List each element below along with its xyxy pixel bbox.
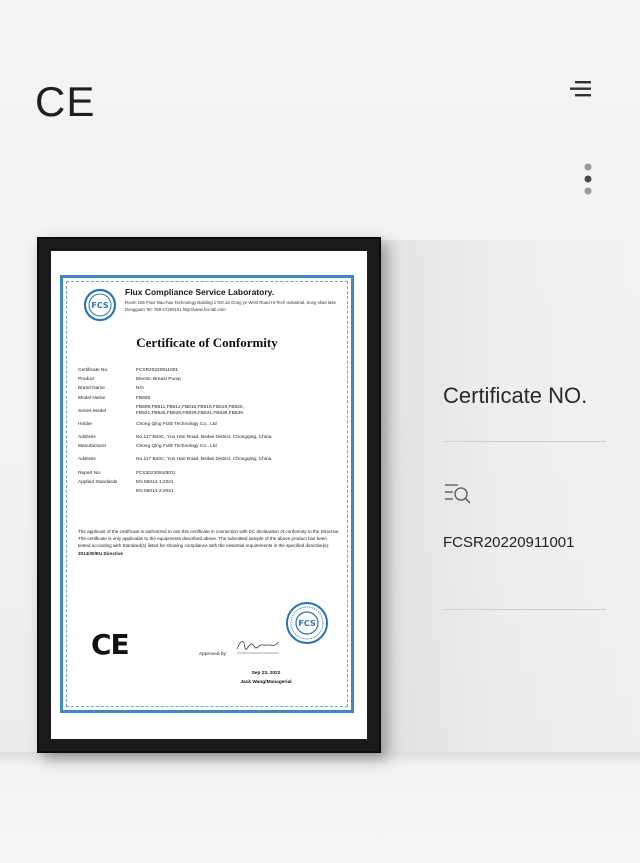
certificate-statement: The applicant of the certificate is authorized to use this certificate in connection with EC declaration of conformity to the Directive. The certificate is only applicable to the equipments described above. The submitted sample of the above product has been tested according with Standard(s) listed for showing compliance with the essential requirements in the specified directive(s): 2014/30/EU Directive [78, 529, 340, 556]
background-shadow [380, 240, 640, 752]
signature-date: Sep 23. 2022 [251, 671, 281, 676]
fcs-logo-icon [83, 288, 117, 322]
field-row: Holder Chong Qing Fullz Technology Co., Ltd [78, 421, 217, 427]
certificate-number: FCSR20220911001 [443, 534, 575, 551]
field-row: Certificate No. FCSR20220911001 [78, 368, 179, 373]
svg-text:FCS: FCS [298, 619, 316, 628]
field-row: Address No.117 B43C, Yun Han Road, Beibei District, Chongqing, China. [78, 434, 273, 440]
svg-text:FCS: FCS [91, 301, 109, 310]
field-row: Series Model FB609,FB611,FB612,FB615,FB618,FB619,FB620, FB621,FB625,FB628,FB629,FB631,FB635,FB639 [78, 404, 244, 417]
certificate-title: Certificate of Conformity [136, 335, 278, 350]
certificate-frame [37, 237, 381, 753]
field-row: Applied Standards EN 55014-1:2021 [78, 479, 174, 485]
certificate-border [60, 275, 354, 713]
page-title: CE [35, 78, 96, 125]
field-row: Report No. FCS20220910E01 [78, 470, 176, 476]
signature [235, 635, 281, 655]
field-row: Address No.117 B43C, Yun Han Road, Beibei District, Chongqing, China. [78, 457, 273, 463]
ce-mark: CE [91, 628, 129, 661]
approved-by-label: Approved by: [199, 652, 228, 657]
approval-seal-icon [285, 601, 329, 645]
background-floor [0, 752, 640, 863]
certificate-paper [51, 251, 367, 739]
directive-text: 2014/30/EU Directive [78, 550, 123, 556]
field-row: Product Electric Breast Pump [78, 377, 181, 383]
signer-name: Jack Wang/Managerial [240, 680, 292, 685]
certificate-fields [78, 366, 346, 496]
field-row: EN 55014-2:2021 [136, 488, 174, 494]
certificate-number-heading: Certificate NO. [443, 383, 588, 408]
field-row: Manufacturer Chong Qing Fullz Technology Co., Ltd [78, 444, 217, 450]
menu-icon[interactable] [568, 80, 592, 98]
lab-name: Flux Compliance Service Laboratory. [125, 287, 275, 297]
field-row: Brand Name N/A [78, 386, 144, 392]
divider [444, 609, 606, 610]
more-vertical-icon[interactable] [582, 162, 594, 196]
divider [444, 441, 606, 442]
lab-address: Room 105 Floor Bao-hao Technology Building 1 NO.15 Gong ye West Road Hi-Tech Industrial, Song shan lake Dongguan Tel: 769-27250101 http://www.fcs-lab.com [125, 300, 336, 312]
search-list-icon [444, 482, 472, 506]
field-row: Model Name FB608 [78, 395, 151, 401]
